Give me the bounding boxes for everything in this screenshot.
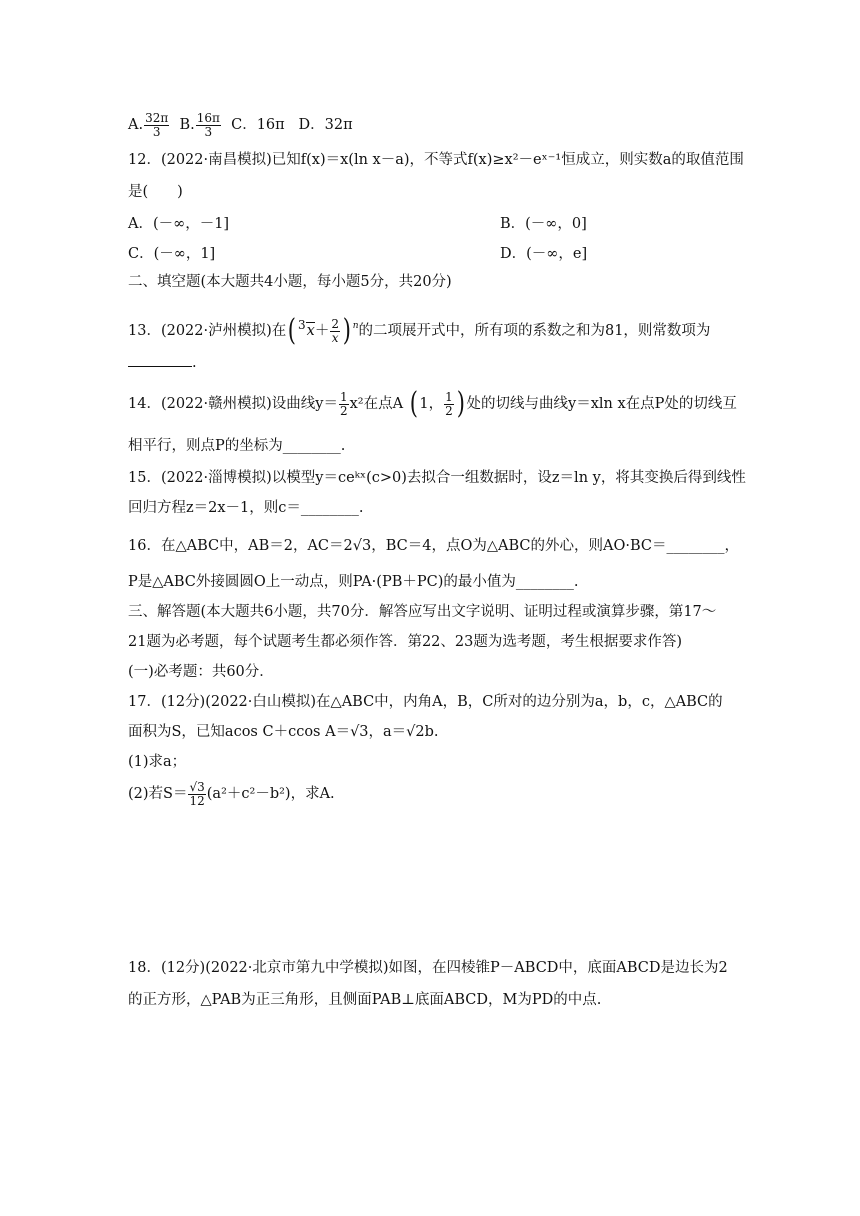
cube-root-x: x: [306, 323, 315, 339]
fraction-num: √3: [189, 779, 205, 794]
q17-part2: [128, 774, 732, 814]
q14-pre: 14．(2022·赣州模拟)设曲线y＝: [128, 396, 338, 412]
left-paren: (: [409, 386, 418, 421]
right-paren: ): [456, 386, 465, 421]
q13-line2: [128, 352, 732, 373]
fraction: [330, 318, 340, 345]
q17-part2-post: (a²＋c²－b²)，求A.: [206, 786, 335, 802]
section-heading: 二、填空题(本大题共4小题，每小题5分，共20分): [128, 274, 452, 290]
section3-line2: 21题为必考题，每个试题考生都必须作答．第22、23题为选考题，考生根据要求作答): [128, 634, 683, 650]
fraction-num: 1: [339, 389, 348, 404]
option-d: D．(－∞，e]: [500, 246, 588, 262]
fraction-num: 1: [445, 389, 453, 404]
q12-options-row1: [128, 214, 732, 234]
q16-line1: 16．在△ABC中，AB＝2，AC＝2√3，BC＝4，点O为△ABC的外心，则AO·BC＝________，: [128, 538, 739, 554]
fraction-den: 2: [339, 403, 348, 418]
fraction-den: 3: [204, 124, 213, 139]
fraction: [196, 112, 221, 139]
option-b: B．(－∞，0]: [500, 216, 587, 232]
section3-line1: 三、解答题(本大题共6小题，共70分．解答应写出文字说明、证明过程或演算步骤，第17～: [128, 604, 717, 620]
q14-line2: 相平行，则点P的坐标为________.: [128, 438, 346, 454]
q13-post: 的二项展开式中，所有项的系数之和为81，则常数项为: [358, 323, 711, 339]
section3-line3: (一)必考题：共60分．: [128, 664, 274, 680]
fraction-num: 16π: [196, 110, 220, 125]
option-c: C．16π: [231, 117, 285, 133]
root-index: 3: [298, 318, 306, 332]
q18-line2: 的正方形，△PAB为正三角形，且侧面PAB⊥底面ABCD，M为PD的中点.: [128, 992, 602, 1008]
answer-blank: [128, 352, 192, 367]
fraction-den: x: [331, 330, 339, 345]
q17-line2: 面积为S，已知acos C＋ccos A＝√3，a＝√2b.: [128, 724, 439, 740]
q17-part2-pre: (2)若S＝: [128, 786, 188, 802]
q17-part1: (1)求a；: [128, 754, 187, 770]
option-c: C．(－∞，1]: [128, 246, 216, 262]
q18-line1: 18．(12分)(2022·北京市第九中学模拟)如图，在四棱锥P－ABCD中，底面ABCD是边长为2: [128, 960, 728, 976]
q14-line1: 14．(2022·赣州模拟)设曲线y＝ $\frac{1}{2}$ x²在点A ( 1， $\frac{1}{2}$ ) 处的切线与曲线y＝xln x在点P处的切线互: [128, 386, 737, 421]
q12-line1: 12．(2022·南昌模拟)已知f(x)＝x(ln x－a)，不等式f(x)≥x²－eˣ⁻¹恒成立，则实数a的取值范围: [128, 152, 744, 168]
option-d: D．32π: [298, 117, 353, 133]
q11-options: A. $\frac{32\pi}{3}$ B. $\frac{16\pi}{3}$ C．16π D．32π: [128, 110, 353, 139]
q13-line1: 13．(2022·泸州模拟)在( $^3$x＋ $\frac{2}{x}$ ) $^n$的二项展开式中，所有项的系数之和为81，则常数项为: [128, 313, 711, 348]
q15-line2: 回归方程z＝2x－1，则c＝________.: [128, 500, 364, 516]
fraction: [144, 112, 169, 139]
option-a: A．(－∞，－1]: [128, 216, 230, 232]
fraction: [339, 391, 349, 418]
exponent-n: n: [352, 321, 359, 331]
fraction-den: 12: [189, 793, 205, 808]
q14-post: 处的切线与曲线y＝xln x在点P处的切线互: [466, 396, 737, 412]
fraction: [444, 391, 454, 418]
q15-line1: 15．(2022·淄博模拟)以模型y＝ceᵏˣ(c>0)去拟合一组数据时，设z＝ln y，将其变换后得到线性: [128, 470, 746, 486]
q13-end: .: [192, 355, 197, 371]
q14-mid: x²在点A: [349, 396, 404, 412]
q17-line1: 17．(12分)(2022·白山模拟)在△ABC中，内角A，B，C所对的边分别为a，b，c，△ABC的: [128, 694, 723, 710]
right-paren: ): [342, 313, 351, 348]
fraction-den: 2: [445, 403, 453, 418]
fraction-den: 3: [152, 124, 161, 139]
q13-pre: 13．(2022·泸州模拟)在: [128, 323, 287, 339]
fraction: [188, 781, 205, 808]
left-paren: (: [288, 313, 297, 348]
q12-options-row2: [128, 244, 732, 264]
q16-line2: P是△ABC外接圆圆O上一动点，则PA·(PB＋PC)的最小值为________.: [128, 574, 579, 590]
q12-line2: 是( ): [128, 184, 183, 200]
fraction-num: 2: [331, 316, 339, 331]
fraction-num: 32π: [145, 110, 169, 125]
